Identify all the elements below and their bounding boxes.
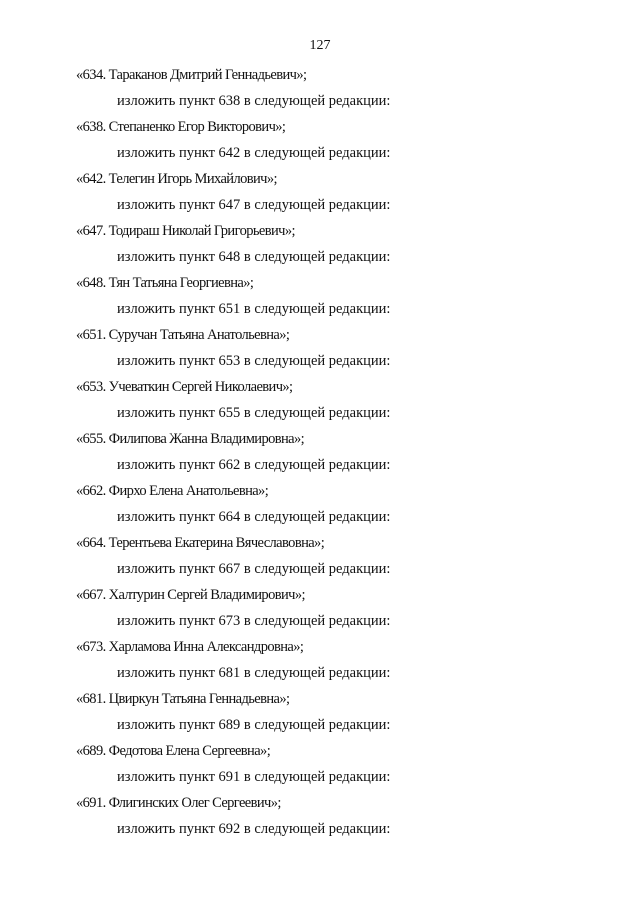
amendment-instruction-line: изложить пункт 642 в следующей редакции: xyxy=(117,145,391,161)
amendment-instruction-line: изложить пункт 653 в следующей редакции: xyxy=(117,353,391,369)
amendment-instruction-line: изложить пункт 664 в следующей редакции: xyxy=(117,509,391,525)
amendment-instruction-line: изложить пункт 673 в следующей редакции: xyxy=(117,613,391,629)
amended-entry-line: «638. Степаненко Егор Викторович»; xyxy=(76,119,286,135)
page-number: 127 xyxy=(309,38,331,53)
amended-entry-line: «653. Учеваткин Сергей Николаевич»; xyxy=(76,379,293,395)
amendment-instruction-line: изложить пункт 655 в следующей редакции: xyxy=(117,405,391,421)
amended-entry-line: «642. Телегин Игорь Михайлович»; xyxy=(76,171,277,187)
amended-entry-line: «651. Суручан Татьяна Анатольевна»; xyxy=(76,327,290,343)
amendment-instruction-line: изложить пункт 667 в следующей редакции: xyxy=(117,561,391,577)
amended-entry-line: «681. Цвиркун Татьяна Геннадьевна»; xyxy=(76,691,290,707)
amended-entry-line: «673. Харламова Инна Александровна»; xyxy=(76,639,304,655)
amendment-instruction-line: изложить пункт 648 в следующей редакции: xyxy=(117,249,391,265)
amendment-instruction-line: изложить пункт 651 в следующей редакции: xyxy=(117,301,391,317)
amendment-instruction-line: изложить пункт 692 в следующей редакции: xyxy=(117,821,391,837)
amended-entry-line: «689. Федотова Елена Сергеевна»; xyxy=(76,743,271,759)
amended-entry-line: «655. Филипова Жанна Владимировна»; xyxy=(76,431,305,447)
amended-entry-line: «647. Тодираш Николай Григорьевич»; xyxy=(76,223,295,239)
amendment-instruction-line: изложить пункт 638 в следующей редакции: xyxy=(117,93,391,109)
amended-entry-line: «648. Тян Татьяна Георгиевна»; xyxy=(76,275,254,291)
amended-entry-line: «634. Тараканов Дмитрий Геннадьевич»; xyxy=(76,67,307,83)
amended-entry-line: «664. Терентьева Екатерина Вячеславовна»; xyxy=(76,535,325,551)
amendment-instruction-line: изложить пункт 662 в следующей редакции: xyxy=(117,457,391,473)
amendment-instruction-line: изложить пункт 691 в следующей редакции: xyxy=(117,769,391,785)
amendment-instruction-line: изложить пункт 647 в следующей редакции: xyxy=(117,197,391,213)
amendment-instruction-line: изложить пункт 689 в следующей редакции: xyxy=(117,717,391,733)
amended-entry-line: «667. Халтурин Сергей Владимирович»; xyxy=(76,587,305,603)
amendment-instruction-line: изложить пункт 681 в следующей редакции: xyxy=(117,665,391,681)
amended-entry-line: «662. Фирхо Елена Анатольевна»; xyxy=(76,483,269,499)
amended-entry-line: «691. Флигинских Олег Сергеевич»; xyxy=(76,795,281,811)
amendment-list xyxy=(0,62,640,842)
